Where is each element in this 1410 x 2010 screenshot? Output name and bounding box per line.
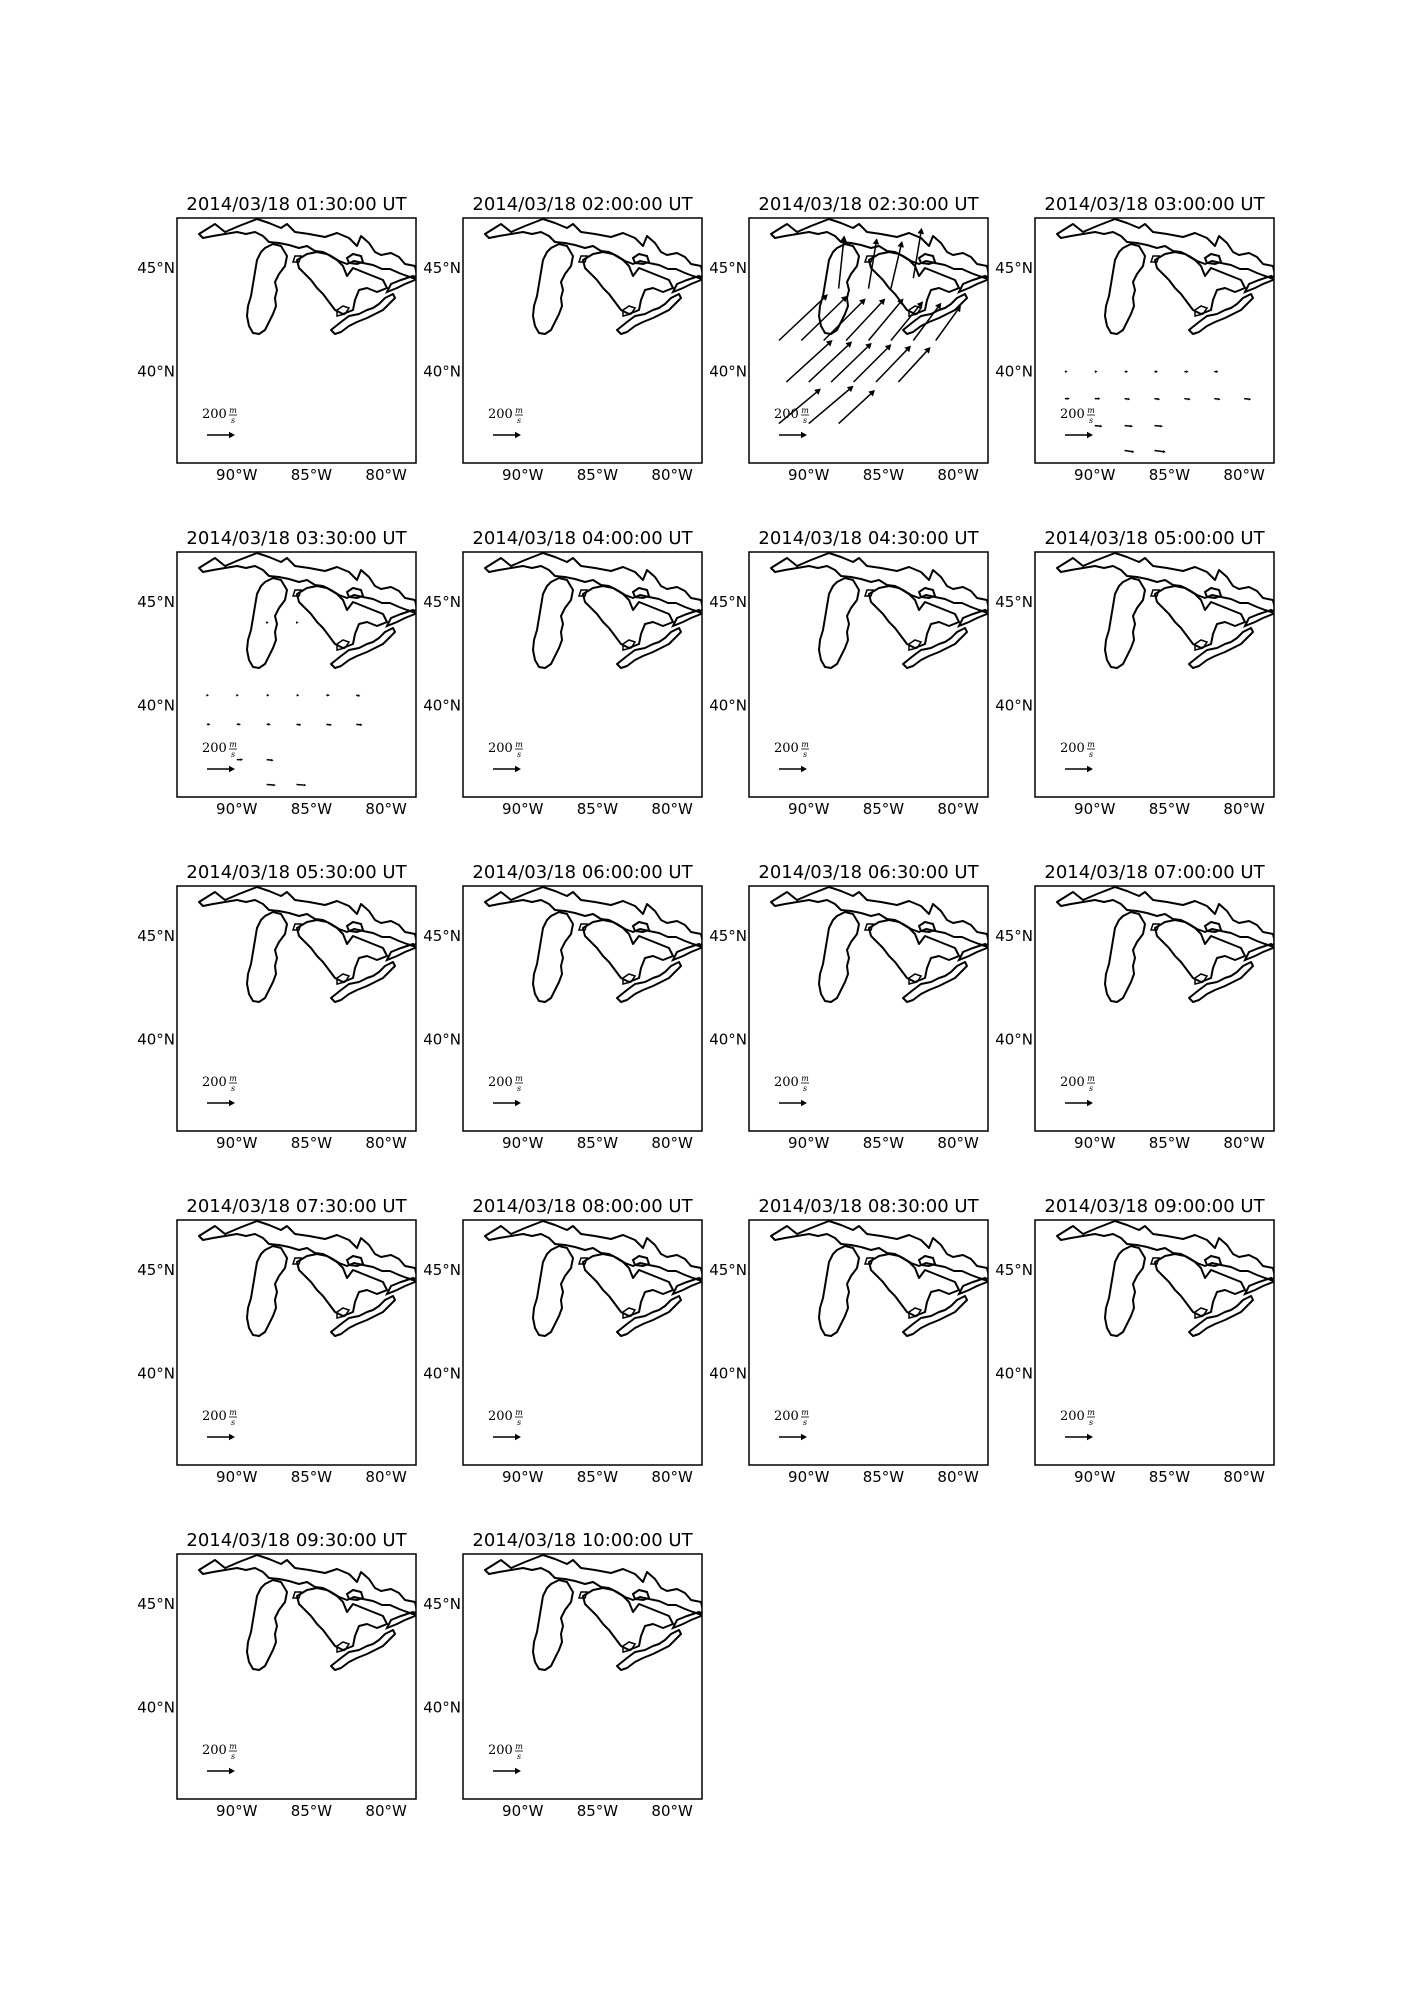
coastline [771, 1221, 989, 1336]
wind-vector [296, 621, 299, 624]
wind-vector [1095, 370, 1098, 373]
x-tick-label: 80°W [651, 1134, 693, 1152]
wind-vector [356, 694, 360, 697]
unit-numerator: m [229, 1408, 237, 1417]
reference-vector-key [202, 1074, 237, 1106]
x-tick-label: 85°W [576, 1468, 619, 1486]
y-tick-label: 40°N [709, 696, 747, 715]
coastline [485, 553, 703, 668]
x-tick-label: 85°W [576, 1802, 619, 1820]
y-tick-label: 45°N [137, 1594, 175, 1613]
panel-title: 2014/03/18 10:00:00 UT [472, 1530, 693, 1551]
x-tick-label: 80°W [937, 1134, 979, 1152]
wind-vector [1095, 425, 1103, 428]
x-tick-label: 85°W [1148, 466, 1191, 484]
unit-denominator: s [230, 1418, 236, 1427]
unit-numerator: m [229, 1074, 237, 1083]
x-tick-label: 85°W [862, 1468, 905, 1486]
x-tick-label: 85°W [576, 1134, 619, 1152]
panel-title: 2014/03/18 05:00:00 UT [1044, 528, 1265, 549]
unit-denominator: s [802, 416, 808, 425]
wind-vector [297, 723, 302, 726]
reference-vector-key [1060, 1408, 1095, 1440]
coastline [485, 219, 703, 334]
reference-vector-arrow [493, 1434, 521, 1441]
x-tick-label: 90°W [216, 1468, 258, 1486]
reference-vector-key [774, 406, 809, 438]
x-tick-label: 80°W [365, 1802, 407, 1820]
wind-vector [1125, 425, 1133, 428]
y-tick-label: 40°N [137, 1030, 175, 1049]
reference-vector-arrow [1065, 1434, 1093, 1441]
reference-vector-arrow [207, 1434, 235, 1441]
x-tick-label: 80°W [937, 800, 979, 818]
reference-vector-label: 200 [1060, 407, 1085, 422]
x-tick-label: 90°W [216, 466, 258, 484]
reference-vector-label: 200 [488, 407, 513, 422]
reference-vector-key [488, 740, 523, 772]
panel-title: 2014/03/18 08:00:00 UT [472, 1196, 693, 1217]
panel-title: 2014/03/18 04:30:00 UT [758, 528, 979, 549]
map-panel [423, 528, 703, 818]
unit-numerator: m [515, 406, 523, 415]
x-tick-label: 85°W [290, 466, 333, 484]
wind-vector [1155, 425, 1163, 428]
y-tick-label: 40°N [137, 362, 175, 381]
y-tick-label: 40°N [995, 696, 1033, 715]
map-panel [995, 528, 1275, 818]
x-tick-label: 85°W [290, 1802, 333, 1820]
coastline [1057, 219, 1275, 334]
y-tick-label: 45°N [995, 592, 1033, 611]
reference-vector-label: 200 [774, 407, 799, 422]
y-tick-label: 45°N [423, 258, 461, 277]
reference-vector-label: 200 [1060, 741, 1085, 756]
x-tick-label: 85°W [862, 1134, 905, 1152]
map-panel [995, 1196, 1275, 1486]
x-tick-label: 80°W [651, 1802, 693, 1820]
panel-title: 2014/03/18 05:30:00 UT [186, 862, 407, 883]
x-tick-label: 90°W [502, 800, 544, 818]
reference-vector-label: 200 [202, 741, 227, 756]
reference-vector-label: 200 [202, 1075, 227, 1090]
coastline [1057, 887, 1275, 1002]
x-tick-label: 90°W [1074, 1468, 1116, 1486]
x-tick-label: 80°W [651, 1468, 693, 1486]
x-tick-label: 85°W [576, 466, 619, 484]
wind-vector [1065, 397, 1070, 400]
unit-denominator: s [1088, 416, 1094, 425]
unit-numerator: m [515, 740, 523, 749]
reference-vector-label: 200 [488, 1743, 513, 1758]
x-tick-label: 90°W [502, 1134, 544, 1152]
wind-vector [206, 694, 209, 697]
reference-vector-arrow [779, 1434, 807, 1441]
coastline [771, 553, 989, 668]
wind-vector [297, 784, 307, 787]
unit-denominator: s [516, 1418, 522, 1427]
wind-vector [824, 299, 866, 341]
map-panel [423, 862, 703, 1152]
reference-vector-label: 200 [488, 1409, 513, 1424]
x-tick-label: 85°W [1148, 800, 1191, 818]
x-tick-label: 90°W [788, 800, 830, 818]
y-tick-label: 40°N [995, 1364, 1033, 1383]
x-tick-label: 80°W [365, 800, 407, 818]
wind-vector [207, 723, 211, 726]
wind-vector [891, 241, 904, 289]
coastline [199, 1555, 417, 1670]
wind-vector [1095, 397, 1101, 400]
reference-vector-key [774, 1074, 809, 1106]
map-panel [423, 1530, 703, 1820]
x-tick-label: 90°W [502, 1468, 544, 1486]
unit-numerator: m [515, 1742, 523, 1751]
x-tick-label: 85°W [1148, 1134, 1191, 1152]
unit-numerator: m [801, 740, 809, 749]
y-tick-label: 40°N [995, 362, 1033, 381]
x-tick-label: 85°W [862, 466, 905, 484]
y-tick-label: 45°N [137, 592, 175, 611]
unit-denominator: s [1088, 1418, 1094, 1427]
y-tick-label: 40°N [423, 362, 461, 381]
y-tick-label: 40°N [709, 362, 747, 381]
map-panel [423, 1196, 703, 1486]
map-panel [137, 528, 417, 818]
y-tick-label: 40°N [709, 1364, 747, 1383]
reference-vector-key [1060, 740, 1095, 772]
y-tick-label: 45°N [709, 592, 747, 611]
panel-title: 2014/03/18 07:30:00 UT [186, 1196, 407, 1217]
x-tick-label: 90°W [216, 800, 258, 818]
unit-denominator: s [1088, 750, 1094, 759]
map-panel [137, 1530, 417, 1820]
wind-vector [267, 723, 271, 726]
reference-vector-label: 200 [774, 1075, 799, 1090]
wind-vector [1244, 398, 1251, 401]
unit-numerator: m [801, 1408, 809, 1417]
unit-denominator: s [230, 1752, 236, 1761]
unit-denominator: s [1088, 1084, 1094, 1093]
wind-vector [297, 694, 300, 697]
reference-vector-key [488, 406, 523, 438]
map-panel [423, 194, 703, 484]
wind-vector [1214, 370, 1218, 373]
reference-vector-arrow [1065, 1100, 1093, 1107]
panel-title: 2014/03/18 08:30:00 UT [758, 1196, 979, 1217]
wind-vector [267, 784, 276, 787]
x-tick-label: 80°W [1223, 1134, 1265, 1152]
reference-vector-key [488, 1408, 523, 1440]
coastline [485, 1221, 703, 1336]
wind-vector [898, 347, 930, 382]
x-tick-label: 80°W [1223, 466, 1265, 484]
reference-vector-key [202, 1408, 237, 1440]
reference-vector-arrow [493, 432, 521, 439]
x-tick-label: 85°W [1148, 1468, 1191, 1486]
wind-vector [786, 340, 832, 382]
reference-vector-arrow [207, 1768, 235, 1775]
reference-vector-label: 200 [202, 1743, 227, 1758]
y-tick-label: 45°N [995, 258, 1033, 277]
x-tick-label: 85°W [290, 800, 333, 818]
wind-vector [854, 344, 892, 382]
reference-vector-label: 200 [202, 1409, 227, 1424]
reference-vector-label: 200 [488, 1075, 513, 1090]
y-tick-label: 40°N [137, 1364, 175, 1383]
wind-vector [839, 390, 875, 424]
x-tick-label: 80°W [365, 1468, 407, 1486]
unit-denominator: s [516, 1752, 522, 1761]
unit-denominator: s [516, 416, 522, 425]
unit-numerator: m [1087, 406, 1095, 415]
wind-vector [779, 294, 828, 340]
unit-denominator: s [230, 416, 236, 425]
wind-vector [1155, 370, 1159, 373]
unit-denominator: s [516, 750, 522, 759]
x-tick-label: 90°W [1074, 800, 1116, 818]
panel-title: 2014/03/18 04:00:00 UT [472, 528, 693, 549]
y-tick-label: 40°N [137, 696, 175, 715]
x-tick-label: 85°W [290, 1134, 333, 1152]
y-tick-label: 45°N [423, 1594, 461, 1613]
x-tick-label: 80°W [651, 800, 693, 818]
coastline [199, 887, 417, 1002]
y-tick-label: 40°N [995, 1030, 1033, 1049]
reference-vector-key [202, 1742, 237, 1774]
reference-vector-arrow [779, 1100, 807, 1107]
wind-vector [237, 758, 243, 761]
map-panel [137, 194, 417, 484]
coastline [485, 887, 703, 1002]
panel-title: 2014/03/18 07:00:00 UT [1044, 862, 1265, 883]
wind-vector [266, 621, 269, 624]
wind-vector [1125, 450, 1135, 453]
panel-title: 2014/03/18 06:30:00 UT [758, 862, 979, 883]
wind-vector [1214, 398, 1220, 401]
wind-vector [1065, 370, 1068, 373]
wind-vector [1125, 398, 1131, 401]
reference-vector-arrow [207, 1100, 235, 1107]
coastline [1057, 1221, 1275, 1336]
reference-vector-arrow [207, 432, 235, 439]
wind-vector [236, 694, 239, 697]
reference-vector-label: 200 [774, 741, 799, 756]
panel-title: 2014/03/18 03:00:00 UT [1044, 194, 1265, 215]
unit-denominator: s [802, 750, 808, 759]
map-panel [137, 862, 417, 1152]
reference-vector-arrow [779, 432, 807, 439]
wind-vector [809, 341, 852, 382]
wind-vector [876, 346, 911, 382]
reference-vector-label: 200 [488, 741, 513, 756]
x-tick-label: 90°W [502, 466, 544, 484]
unit-numerator: m [1087, 1408, 1095, 1417]
wind-vector [267, 694, 270, 697]
x-tick-label: 90°W [788, 466, 830, 484]
wind-vector [1155, 398, 1161, 401]
coastline [485, 1555, 703, 1670]
x-tick-label: 80°W [1223, 1468, 1265, 1486]
reference-vector-arrow [207, 766, 235, 773]
reference-vector-arrow [493, 1100, 521, 1107]
y-tick-label: 45°N [709, 926, 747, 945]
wind-vector [356, 723, 362, 726]
wind-vector [1125, 370, 1129, 373]
wind-vector [1184, 370, 1188, 373]
map-panel [995, 862, 1275, 1152]
y-tick-label: 45°N [423, 592, 461, 611]
wind-vector [846, 299, 885, 341]
y-tick-label: 45°N [995, 1260, 1033, 1279]
panel-title: 2014/03/18 09:30:00 UT [186, 1530, 407, 1551]
reference-vector-label: 200 [1060, 1075, 1085, 1090]
panel-title: 2014/03/18 09:00:00 UT [1044, 1196, 1265, 1217]
reference-vector-key [774, 740, 809, 772]
y-tick-label: 45°N [995, 926, 1033, 945]
reference-vector-key [1060, 406, 1095, 438]
coastline [199, 1221, 417, 1336]
reference-vector-arrow [1065, 766, 1093, 773]
coastline [199, 553, 417, 668]
reference-vector-arrow [493, 766, 521, 773]
reference-vector-label: 200 [1060, 1409, 1085, 1424]
map-panel [709, 528, 989, 818]
wind-vector [267, 759, 274, 762]
panel-title: 2014/03/18 03:30:00 UT [186, 528, 407, 549]
x-tick-label: 85°W [290, 1468, 333, 1486]
y-tick-label: 45°N [423, 926, 461, 945]
x-tick-label: 85°W [862, 800, 905, 818]
unit-denominator: s [802, 1084, 808, 1093]
panel-title: 2014/03/18 06:00:00 UT [472, 862, 693, 883]
unit-denominator: s [230, 750, 236, 759]
coastline [199, 219, 417, 334]
x-tick-label: 80°W [365, 1134, 407, 1152]
map-panel [995, 194, 1275, 484]
wind-vector [1155, 450, 1166, 453]
x-tick-label: 85°W [576, 800, 619, 818]
reference-vector-label: 200 [774, 1409, 799, 1424]
reference-vector-arrow [493, 1768, 521, 1775]
unit-numerator: m [515, 1074, 523, 1083]
x-tick-label: 80°W [937, 466, 979, 484]
reference-vector-key [488, 1742, 523, 1774]
x-tick-label: 90°W [788, 1468, 830, 1486]
map-panel [709, 862, 989, 1152]
unit-numerator: m [229, 740, 237, 749]
wind-vector [326, 723, 332, 726]
reference-vector-arrow [779, 766, 807, 773]
panel-title: 2014/03/18 01:30:00 UT [186, 194, 407, 215]
y-tick-label: 40°N [709, 1030, 747, 1049]
y-tick-label: 40°N [423, 1364, 461, 1383]
panel-title: 2014/03/18 02:30:00 UT [758, 194, 979, 215]
unit-numerator: m [229, 1742, 237, 1751]
y-tick-label: 45°N [423, 1260, 461, 1279]
wind-vector [869, 299, 904, 341]
reference-vector-key [774, 1408, 809, 1440]
unit-numerator: m [801, 1074, 809, 1083]
y-tick-label: 45°N [137, 1260, 175, 1279]
reference-vector-key [1060, 1074, 1095, 1106]
unit-numerator: m [1087, 740, 1095, 749]
x-tick-label: 90°W [788, 1134, 830, 1152]
reference-vector-label: 200 [202, 407, 227, 422]
y-tick-label: 40°N [137, 1698, 175, 1717]
coastline [771, 887, 989, 1002]
reference-vector-key [202, 740, 237, 772]
wind-vector [831, 343, 872, 382]
map-panel [709, 194, 989, 484]
y-tick-label: 40°N [423, 1698, 461, 1717]
x-tick-label: 80°W [651, 466, 693, 484]
x-tick-label: 80°W [937, 1468, 979, 1486]
x-tick-label: 90°W [502, 1802, 544, 1820]
map-panel [137, 1196, 417, 1486]
unit-numerator: m [229, 406, 237, 415]
wind-vector [237, 723, 241, 726]
reference-vector-arrow [1065, 432, 1093, 439]
wind-vector [326, 694, 330, 697]
unit-numerator: m [801, 406, 809, 415]
unit-denominator: s [802, 1418, 808, 1427]
y-tick-label: 45°N [137, 258, 175, 277]
y-tick-label: 45°N [709, 258, 747, 277]
x-tick-label: 80°W [1223, 800, 1265, 818]
x-tick-label: 80°W [365, 466, 407, 484]
y-tick-label: 40°N [423, 1030, 461, 1049]
y-tick-label: 45°N [137, 926, 175, 945]
wind-vector [1184, 398, 1190, 401]
panel-title: 2014/03/18 02:00:00 UT [472, 194, 693, 215]
x-tick-label: 90°W [216, 1802, 258, 1820]
unit-numerator: m [1087, 1074, 1095, 1083]
x-tick-label: 90°W [1074, 1134, 1116, 1152]
unit-denominator: s [230, 1084, 236, 1093]
coastline [1057, 553, 1275, 668]
map-panel [709, 1196, 989, 1486]
reference-vector-key [202, 406, 237, 438]
y-tick-label: 45°N [709, 1260, 747, 1279]
y-tick-label: 40°N [423, 696, 461, 715]
unit-denominator: s [516, 1084, 522, 1093]
reference-vector-key [488, 1074, 523, 1106]
unit-numerator: m [515, 1408, 523, 1417]
x-tick-label: 90°W [1074, 466, 1116, 484]
x-tick-label: 90°W [216, 1134, 258, 1152]
